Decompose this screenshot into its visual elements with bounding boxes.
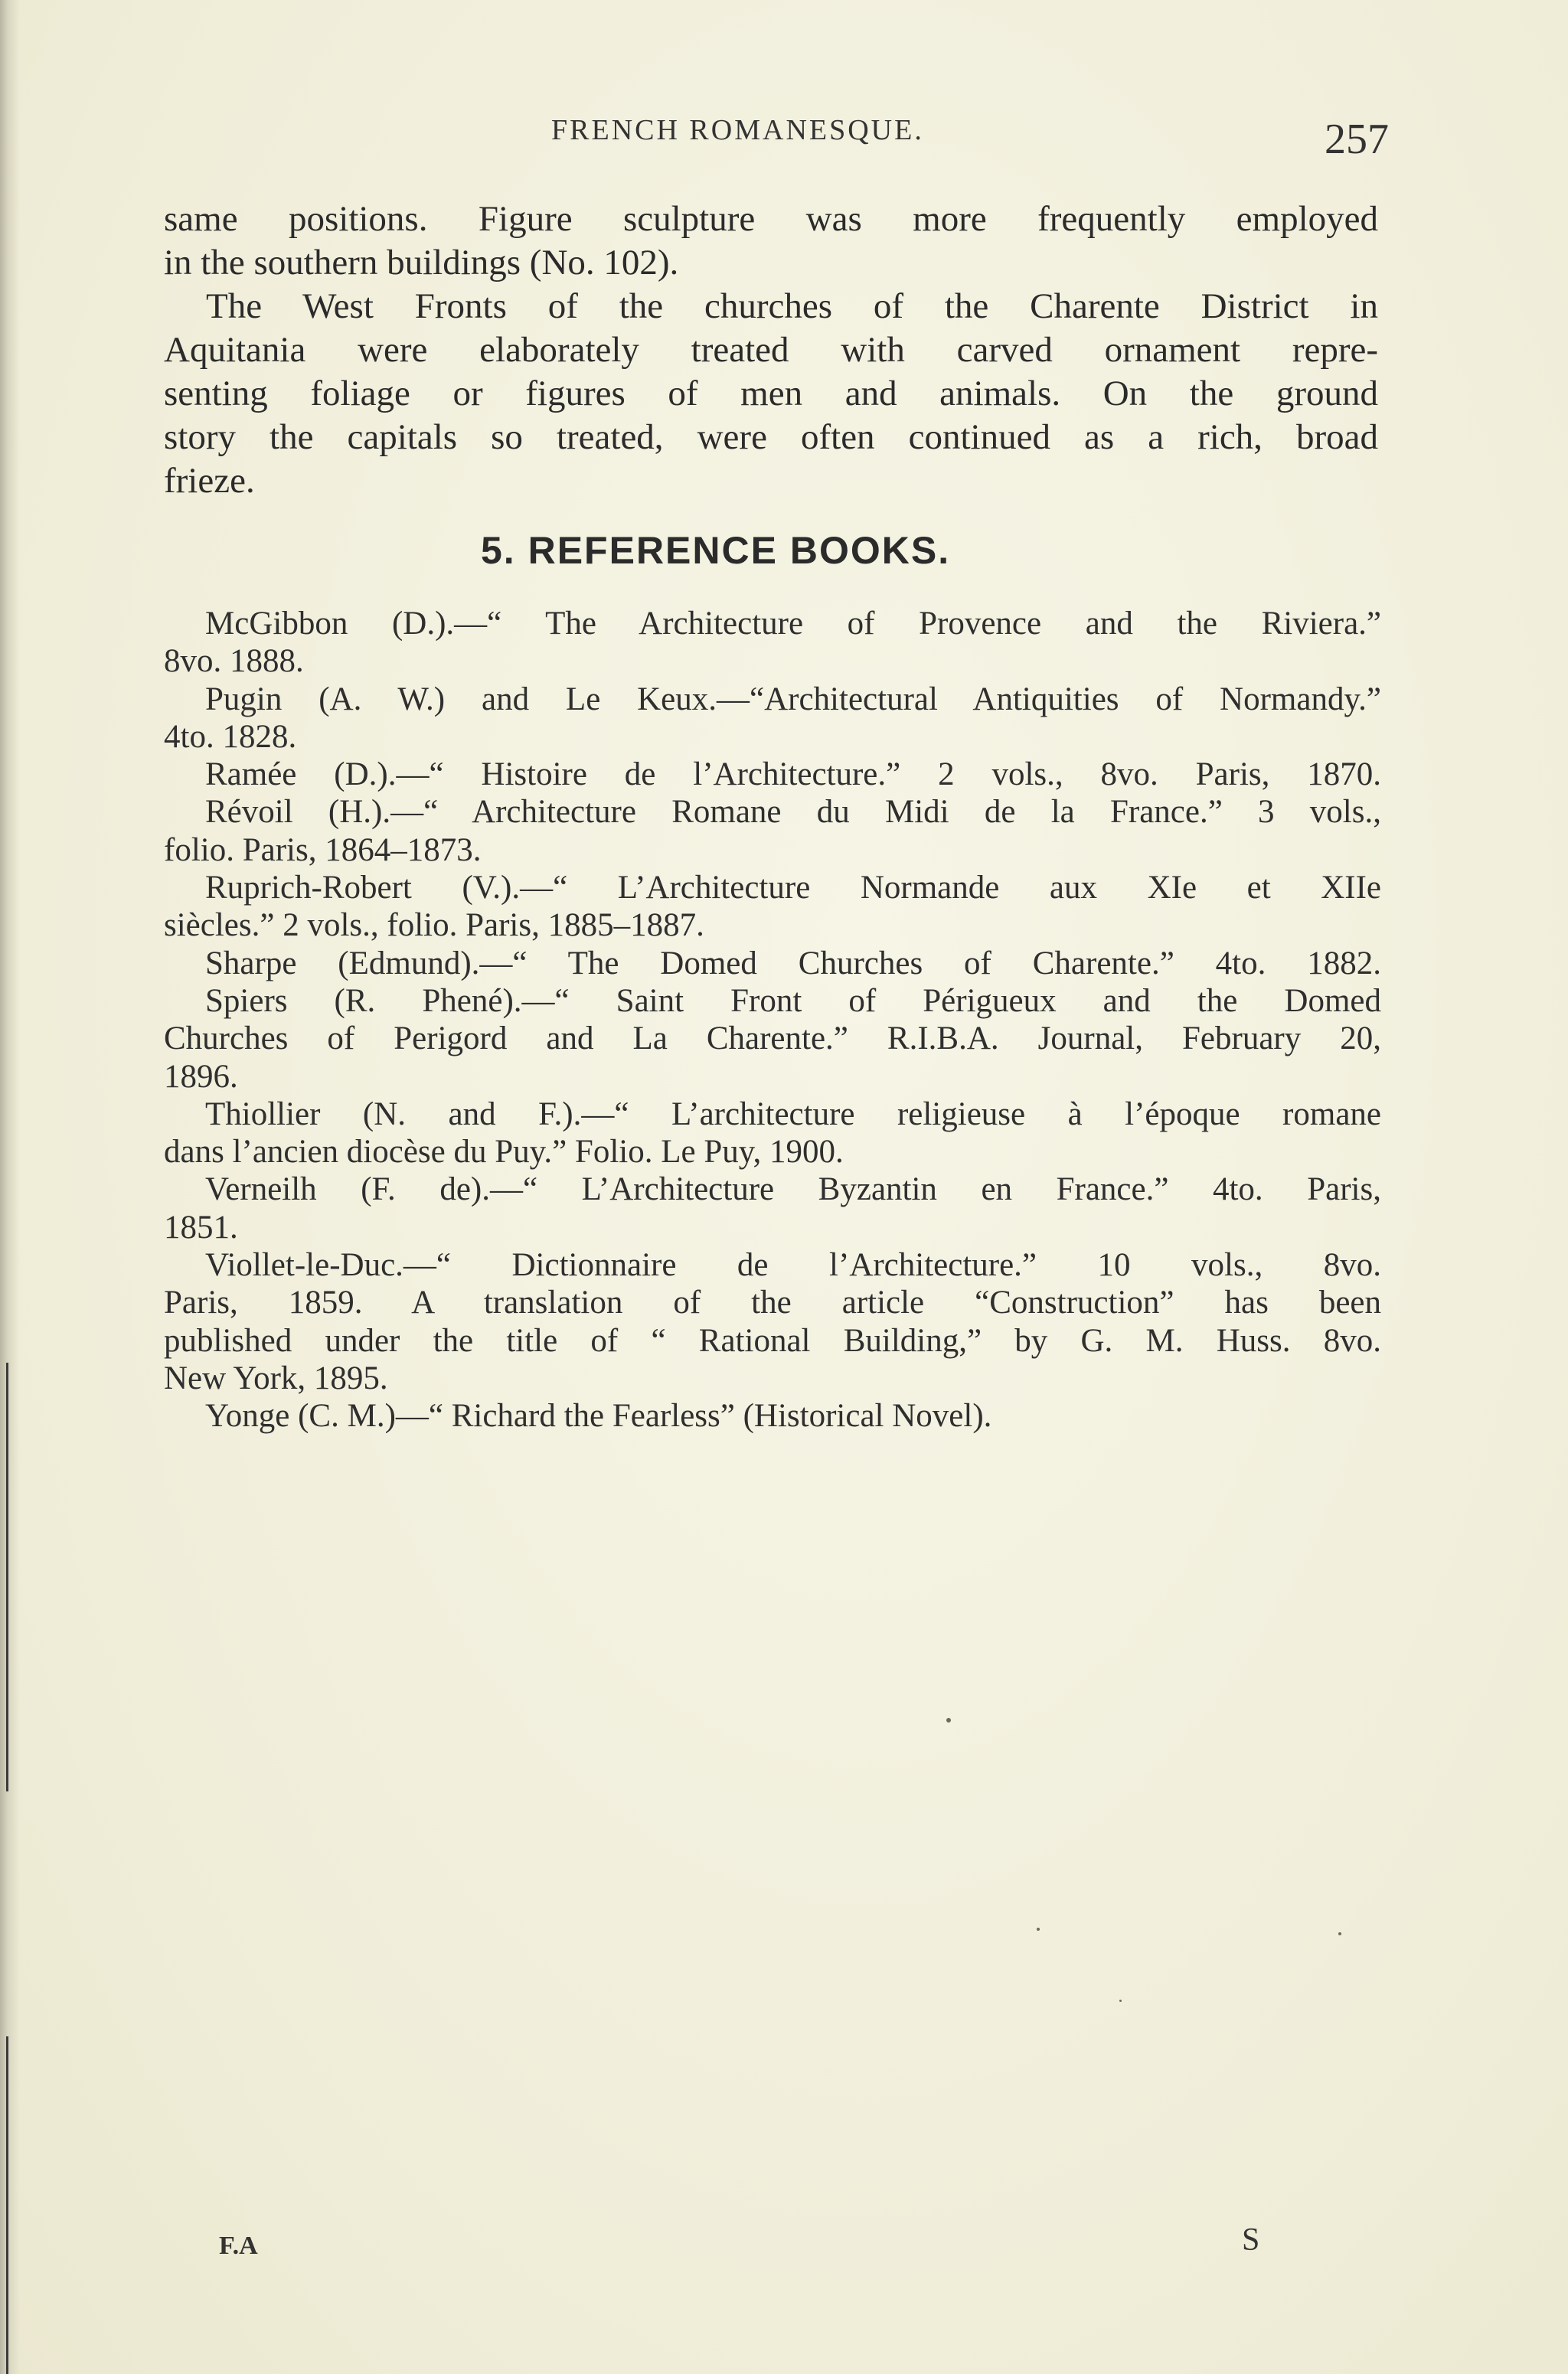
- reference-line: Révoil (H.).—“ Architecture Romane du Midi de la France.” 3 vols.,: [205, 794, 1381, 831]
- reference-line: 4to. 1828.: [164, 718, 297, 755]
- reference-list: [164, 605, 1381, 1435]
- paper-speck: [946, 1718, 951, 1723]
- reference-line: Churches of Perigord and La Charente.” R.I.B.A. Journal, February 20,: [164, 1020, 1381, 1057]
- printer-signature-letter: S: [1242, 2222, 1260, 2258]
- reference-line: Spiers (R. Phené).—“ Saint Front of Périgueux and the Domed: [205, 982, 1381, 1019]
- reference-line: McGibbon (D.).—“ The Architecture of Provence and the Riviera.”: [205, 606, 1381, 642]
- reference-line: 1851.: [164, 1209, 238, 1246]
- gutter-edge: [6, 2036, 8, 2374]
- paragraph-line: frieze.: [164, 461, 255, 501]
- reference-line: New York, 1895.: [164, 1360, 388, 1396]
- reference-line: Ruprich-Robert (V.).—“ L’Architecture Normande aux XIe et XIIe: [205, 870, 1381, 906]
- binding-gutter: [0, 0, 20, 2374]
- reference-line: folio. Paris, 1864–1873.: [164, 831, 482, 868]
- reference-line: 8vo. 1888.: [164, 643, 304, 680]
- reference-line: Sharpe (Edmund).—“ The Domed Churches of Charente.” 4to. 1882.: [205, 945, 1381, 981]
- paragraph-line: Aquitania were elaborately treated with carved ornament repre-: [164, 330, 1378, 370]
- reference-line: siècles.” 2 vols., folio. Paris, 1885–1887.: [164, 907, 704, 944]
- page-number: 257: [1325, 116, 1389, 163]
- paragraph-line: in the southern buildings (No. 102).: [164, 243, 679, 282]
- paragraph-line: senting foliage or figures of men and animals. On the ground: [164, 374, 1378, 413]
- reference-line: Verneilh (F. de).—“ L’Architecture Byzantin en France.” 4to. Paris,: [205, 1171, 1381, 1208]
- printer-signature-mark: F.A: [219, 2232, 258, 2260]
- paragraph-line: same positions. Figure sculpture was more frequently employed: [164, 199, 1378, 239]
- reference-line: Thiollier (N. and F.).—“ L’architecture religieuse à l’époque romane: [205, 1096, 1381, 1132]
- paper-speck: [1037, 1928, 1040, 1931]
- paper-speck: [1338, 1932, 1341, 1935]
- reference-line: dans l’ancien diocèse du Puy.” Folio. Le Puy, 1900.: [164, 1134, 844, 1171]
- reference-line: Paris, 1859. A translation of the article “Construction” has been: [164, 1285, 1381, 1321]
- reference-line: published under the title of “ Rational Building,” by G. M. Huss. 8vo.: [164, 1322, 1381, 1359]
- body-paragraph: [164, 198, 1378, 503]
- reference-line: Viollet-le-Duc.—“ Dictionnaire de l’Architecture.” 10 vols., 8vo.: [205, 1247, 1381, 1284]
- section-heading: 5. REFERENCE BOOKS.: [481, 529, 951, 572]
- running-head: FRENCH ROMANESQUE.: [551, 114, 924, 146]
- reference-line: Yonge (C. M.)—“ Richard the Fearless” (Historical Novel).: [205, 1398, 992, 1435]
- paragraph-line: story the capitals so treated, were often continued as a rich, broad: [164, 417, 1378, 457]
- reference-line: Pugin (A. W.) and Le Keux.—“Architectural Antiquities of Normandy.”: [205, 681, 1381, 717]
- paper-speck: [1119, 2000, 1122, 2002]
- gutter-edge: [6, 1363, 8, 1791]
- paragraph-line: The West Fronts of the churches of the Charente District in: [206, 286, 1378, 326]
- reference-line: Ramée (D.).—“ Histoire de l’Architecture.” 2 vols., 8vo. Paris, 1870.: [205, 756, 1381, 793]
- reference-line: 1896.: [164, 1058, 238, 1095]
